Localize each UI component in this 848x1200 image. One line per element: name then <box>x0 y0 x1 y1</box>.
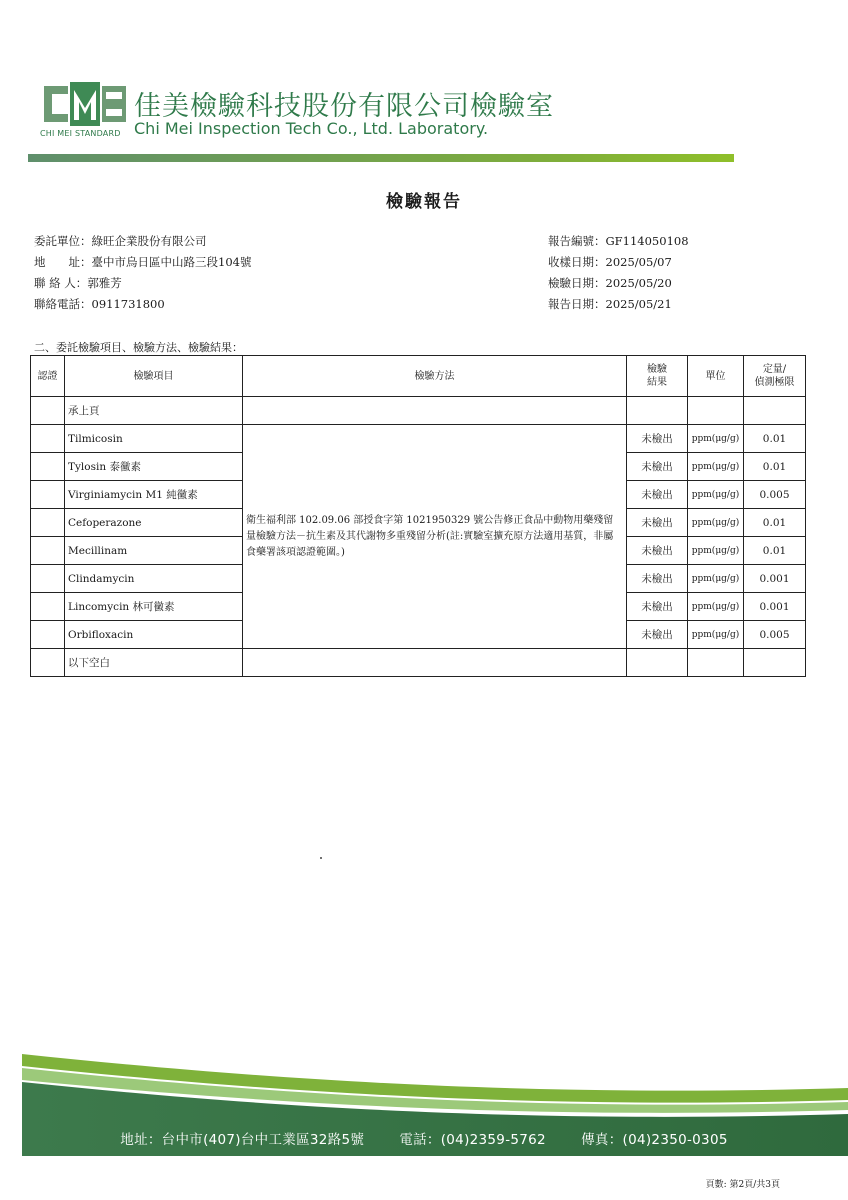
company-name-en: Chi Mei Inspection Tech Co., Ltd. Laboratory. <box>134 119 489 138</box>
row-limit: 0.001 <box>744 593 806 621</box>
section-title: 二、委託檢驗項目、檢驗方法、檢驗結果： <box>34 341 243 354</box>
row-unit: ppm(μg/g) <box>688 509 744 537</box>
footer-phone: 電話：(04)2359-5762 <box>399 1132 546 1148</box>
report-date-label: 報告日期： <box>548 297 606 311</box>
report-number <box>548 233 689 249</box>
row-result: 未檢出 <box>627 481 688 509</box>
row-result: 未檢出 <box>627 425 688 453</box>
row-limit: 0.001 <box>744 565 806 593</box>
client-phone <box>34 296 165 312</box>
client-address-value: 臺中市烏日區中山路三段104號 <box>91 255 252 269</box>
row-item: Mecillinam <box>65 537 243 565</box>
client-address <box>34 254 251 270</box>
footer-fax: 傳真：(04)2350-0305 <box>581 1132 728 1148</box>
header-item: 檢驗項目 <box>65 356 243 397</box>
row-unit: ppm(μg/g) <box>688 537 744 565</box>
client-contact-value: 郭雅芳 <box>87 276 122 290</box>
report-number-label: 報告編號： <box>548 234 606 248</box>
page-number: 頁數: 第2頁/共3頁 <box>705 1180 780 1190</box>
method-cell: 衛生福利部 102.09.06 部授食字第 1021950329 號公告修正食品中動物用藥殘留量檢驗方法－抗生素及其代謝物多重殘留分析(註:實驗室擴充原方法適用基質，非屬食藥署該項認證範圍。) <box>243 425 627 649</box>
header-unit: 單位 <box>688 356 744 397</box>
row-unit: ppm(μg/g) <box>688 593 744 621</box>
report-number-value: GF114050108 <box>605 234 689 248</box>
row-limit: 0.005 <box>744 621 806 649</box>
row-limit: 0.01 <box>744 425 806 453</box>
company-logo <box>44 80 126 128</box>
received-date-value: 2025/05/07 <box>605 255 672 269</box>
client-address-label: 地 址： <box>34 255 92 269</box>
row-result: 未檢出 <box>627 453 688 481</box>
client-unit-label: 委託單位： <box>34 234 92 248</box>
client-phone-label: 聯絡電話： <box>34 297 92 311</box>
test-date-label: 檢驗日期： <box>548 276 606 290</box>
received-date-label: 收樣日期： <box>548 255 606 269</box>
company-name-cn: 佳美檢驗科技股份有限公司檢驗室 <box>134 91 554 122</box>
row-limit: 0.01 <box>744 537 806 565</box>
row-result: 未檢出 <box>627 593 688 621</box>
row-unit: ppm(μg/g) <box>688 453 744 481</box>
row-item: Orbifloxacin <box>65 621 243 649</box>
client-unit <box>34 233 207 249</box>
client-contact-label: 聯 絡 人： <box>34 276 88 290</box>
row-unit: ppm(μg/g) <box>688 425 744 453</box>
row-item: Cefoperazone <box>65 509 243 537</box>
test-date-value: 2025/05/20 <box>605 276 672 290</box>
row-item: Tylosin 泰黴素 <box>65 453 243 481</box>
header-method: 檢驗方法 <box>243 356 627 397</box>
row-result: 未檢出 <box>627 537 688 565</box>
footer-contact <box>0 1128 848 1148</box>
row-item: Virginiamycin M1 純黴素 <box>65 481 243 509</box>
header-result-line2: 結果 <box>647 377 667 388</box>
header-result <box>627 356 688 397</box>
header-limit <box>744 356 806 397</box>
header-limit-line1: 定量/ <box>762 364 787 375</box>
end-note: 以下空白 <box>65 649 243 677</box>
header-limit-line2: 偵測極限 <box>754 377 795 388</box>
header-cert: 認證 <box>31 356 65 397</box>
row-item: Lincomycin 林可黴素 <box>65 593 243 621</box>
report-date-value: 2025/05/21 <box>605 297 672 311</box>
row-item: Tilmicosin <box>65 425 243 453</box>
row-unit: ppm(μg/g) <box>688 621 744 649</box>
client-unit-value: 綠旺企業股份有限公司 <box>91 234 207 248</box>
row-limit: 0.005 <box>744 481 806 509</box>
client-contact <box>34 275 122 291</box>
logo-subtitle: CHI MEI STANDARD <box>40 129 121 138</box>
document-title: 檢驗報告 <box>386 192 462 212</box>
test-date <box>548 275 672 291</box>
row-result: 未檢出 <box>627 509 688 537</box>
footer-address: 地址：台中市(407)台中工業區32路5號 <box>120 1132 365 1148</box>
received-date <box>548 254 672 270</box>
row-item: Clindamycin <box>65 565 243 593</box>
scan-speck <box>320 857 322 859</box>
header-divider-bar <box>28 154 734 162</box>
results-table <box>30 355 806 677</box>
header-result-line1: 檢驗 <box>647 364 667 375</box>
row-limit: 0.01 <box>744 453 806 481</box>
table-row-end <box>31 649 806 677</box>
report-date <box>548 296 672 312</box>
continued-label: 承上頁 <box>65 397 243 425</box>
row-result: 未檢出 <box>627 565 688 593</box>
row-unit: ppm(μg/g) <box>688 565 744 593</box>
table-row <box>31 425 806 453</box>
table-row-continued <box>31 397 806 425</box>
table-header-row <box>31 356 806 397</box>
row-limit: 0.01 <box>744 509 806 537</box>
client-phone-value: 0911731800 <box>91 297 165 311</box>
row-unit: ppm(μg/g) <box>688 481 744 509</box>
row-result: 未檢出 <box>627 621 688 649</box>
